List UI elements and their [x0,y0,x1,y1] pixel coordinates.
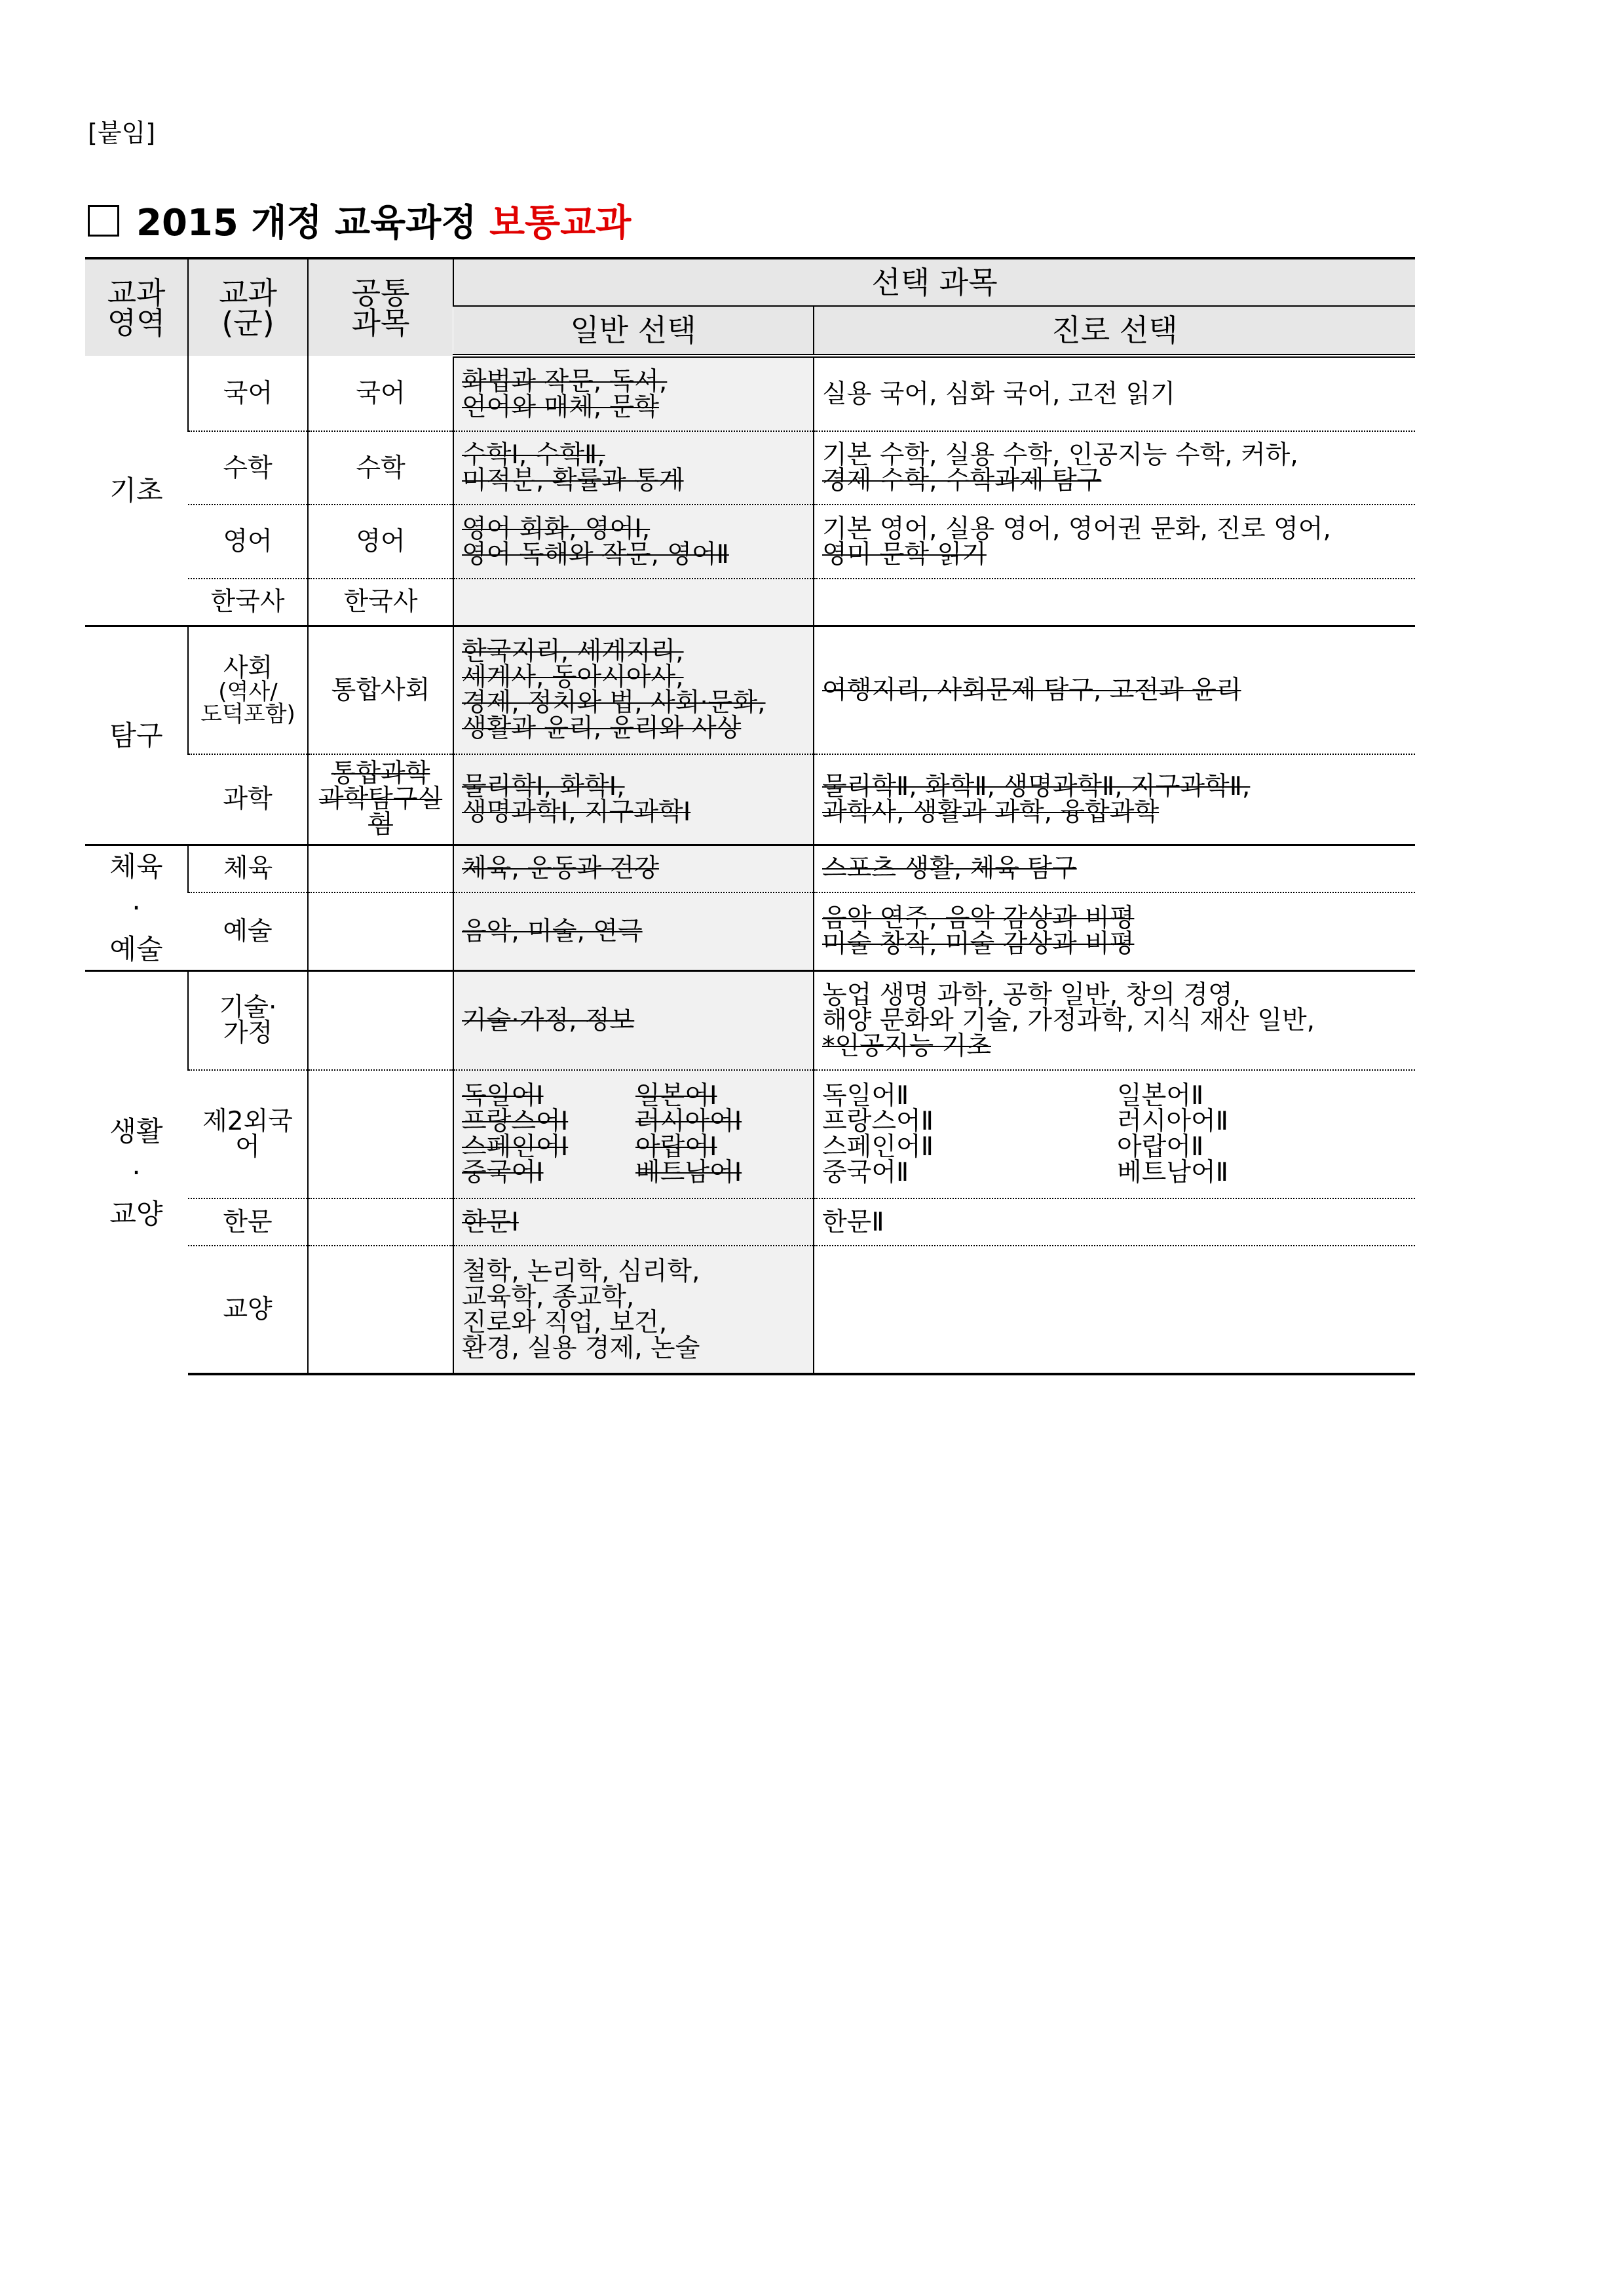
section-title [88,194,631,246]
row-tech-home [85,970,1415,1070]
common-liberal-arts [308,1246,453,1374]
common-second-language [308,1070,453,1198]
career-arts: 음악 연주, 음악 감상과 비평 미술 창작, 미술 감상과 비평 [814,892,1415,970]
area-life-liberal: 생활 · 교양 [85,970,188,1374]
header-common-subject: 공통 과목 [308,258,453,356]
header-career-elective: 진로 선택 [814,306,1415,356]
group-english: 영어 [188,505,308,579]
career-science: 물리학Ⅱ, 화학Ⅱ, 생명과학Ⅱ, 지구과학Ⅱ, 과학사, 생활과 과학, 융합과학 [814,754,1415,845]
career-pe: 스포츠 생활, 체육 탐구 [814,845,1415,892]
group-science: 과학 [188,754,308,845]
group-liberal-arts: 교양 [188,1246,308,1374]
career-korean: 실용 국어, 심화 국어, 고전 읽기 [814,356,1415,431]
common-korean: 국어 [308,356,453,431]
common-science: 통합과학 과학탐구실 험 [308,754,453,845]
area-basic: 기초 [109,474,163,507]
checkbox-square-icon [88,205,119,237]
title-prefix: 2015 개정 교육과정 [136,202,477,244]
career-english: 기본 영어, 실용 영어, 영어권 문화, 진로 영어, 영미 문학 읽기 [814,505,1415,579]
row-english [85,505,1415,579]
header-subject-group: 교과 (군) [188,258,308,356]
career-second-language: 독일어Ⅱ 일본어Ⅱ 프랑스어Ⅱ 러시아어Ⅱ 스페인어Ⅱ 아랍어Ⅱ 중국어Ⅱ 베트남어Ⅱ [814,1070,1415,1198]
common-hanmun [308,1198,453,1246]
row-liberal-arts [85,1246,1415,1374]
career-history [814,579,1415,626]
general-history [453,579,814,626]
career-math: 기본 수학, 실용 수학, 인공지능 수학, 커하, 경제 수학, 수학과제 탐구 [814,431,1415,505]
common-arts [308,892,453,970]
common-math: 수학 [308,431,453,505]
group-korean: 국어 [188,356,308,431]
row-pe [85,845,1415,892]
common-social: 통합사회 [308,626,453,754]
general-math: 수학Ⅰ, 수학Ⅱ, 미적분, 확률과 통계 [453,431,814,505]
general-liberal-arts: 철학, 논리학, 심리학, 교육학, 종교학, 진로와 직업, 보건, 환경, 실용 경제, 논술 [453,1246,814,1374]
career-tech-home: 농업 생명 과학, 공학 일반, 창의 경영, 해양 문화와 기술, 가정과학, 지식 재산 일반, *인공지능 기초 [814,970,1415,1070]
title-highlight: 보통교과 [489,202,632,244]
group-arts: 예술 [188,892,308,970]
common-history: 한국사 [308,579,453,626]
area-pe-arts: 체육 · 예술 [85,845,188,970]
row-arts [85,892,1415,970]
group-pe: 체육 [188,845,308,892]
group-history: 한국사 [188,579,308,626]
header-elective-subjects: 선택 과목 [453,258,1415,306]
group-math: 수학 [188,431,308,505]
area-inquiry: 탐구 [85,626,188,845]
group-second-language: 제2외국 어 [188,1070,308,1198]
attachment-label: [붙임] [88,119,156,147]
general-hanmun: 한문Ⅰ [453,1198,814,1246]
group-tech-home: 기술· 가정 [188,970,308,1070]
curriculum-table [85,257,1415,1375]
group-social: 사회 (역사/ 도덕포함) [188,626,308,754]
header-general-elective: 일반 선택 [453,306,814,356]
general-korean: 화법과 작문, 독서, 언어와 매체, 문학 [453,356,814,431]
row-history [85,579,1415,626]
general-science: 물리학Ⅰ, 화학Ⅰ, 생명과학Ⅰ, 지구과학Ⅰ [453,754,814,845]
row-math [85,431,1415,505]
header-subject-area: 교과 영역 [85,258,188,356]
common-tech-home [308,970,453,1070]
row-second-language [85,1070,1415,1198]
general-tech-home: 기술·가정, 정보 [453,970,814,1070]
row-social [85,626,1415,754]
general-second-language: 독일어Ⅰ 일본어Ⅰ 프랑스어Ⅰ 러시아어Ⅰ 스페인어Ⅰ 아랍어Ⅰ 중국어Ⅰ 베트남어Ⅰ [453,1070,814,1198]
row-science [85,754,1415,845]
career-social: 여행지리, 사회문제 탐구, 고전과 윤리 [814,626,1415,754]
general-arts: 음악, 미술, 연극 [453,892,814,970]
career-liberal-arts [814,1246,1415,1374]
general-social: 한국지리, 세계지리, 세계사, 동아시아사, 경제, 정치와 법, 사회·문화, 생활과 윤리, 윤리와 사상 [453,626,814,754]
general-pe: 체육, 운동과 건강 [453,845,814,892]
row-hanmun [85,1198,1415,1246]
common-english: 영어 [308,505,453,579]
general-english: 영어 회화, 영어Ⅰ, 영어 독해와 작문, 영어Ⅱ [453,505,814,579]
common-pe [308,845,453,892]
group-hanmun: 한문 [188,1198,308,1246]
career-hanmun: 한문Ⅱ [814,1198,1415,1246]
row-korean [85,356,1415,431]
